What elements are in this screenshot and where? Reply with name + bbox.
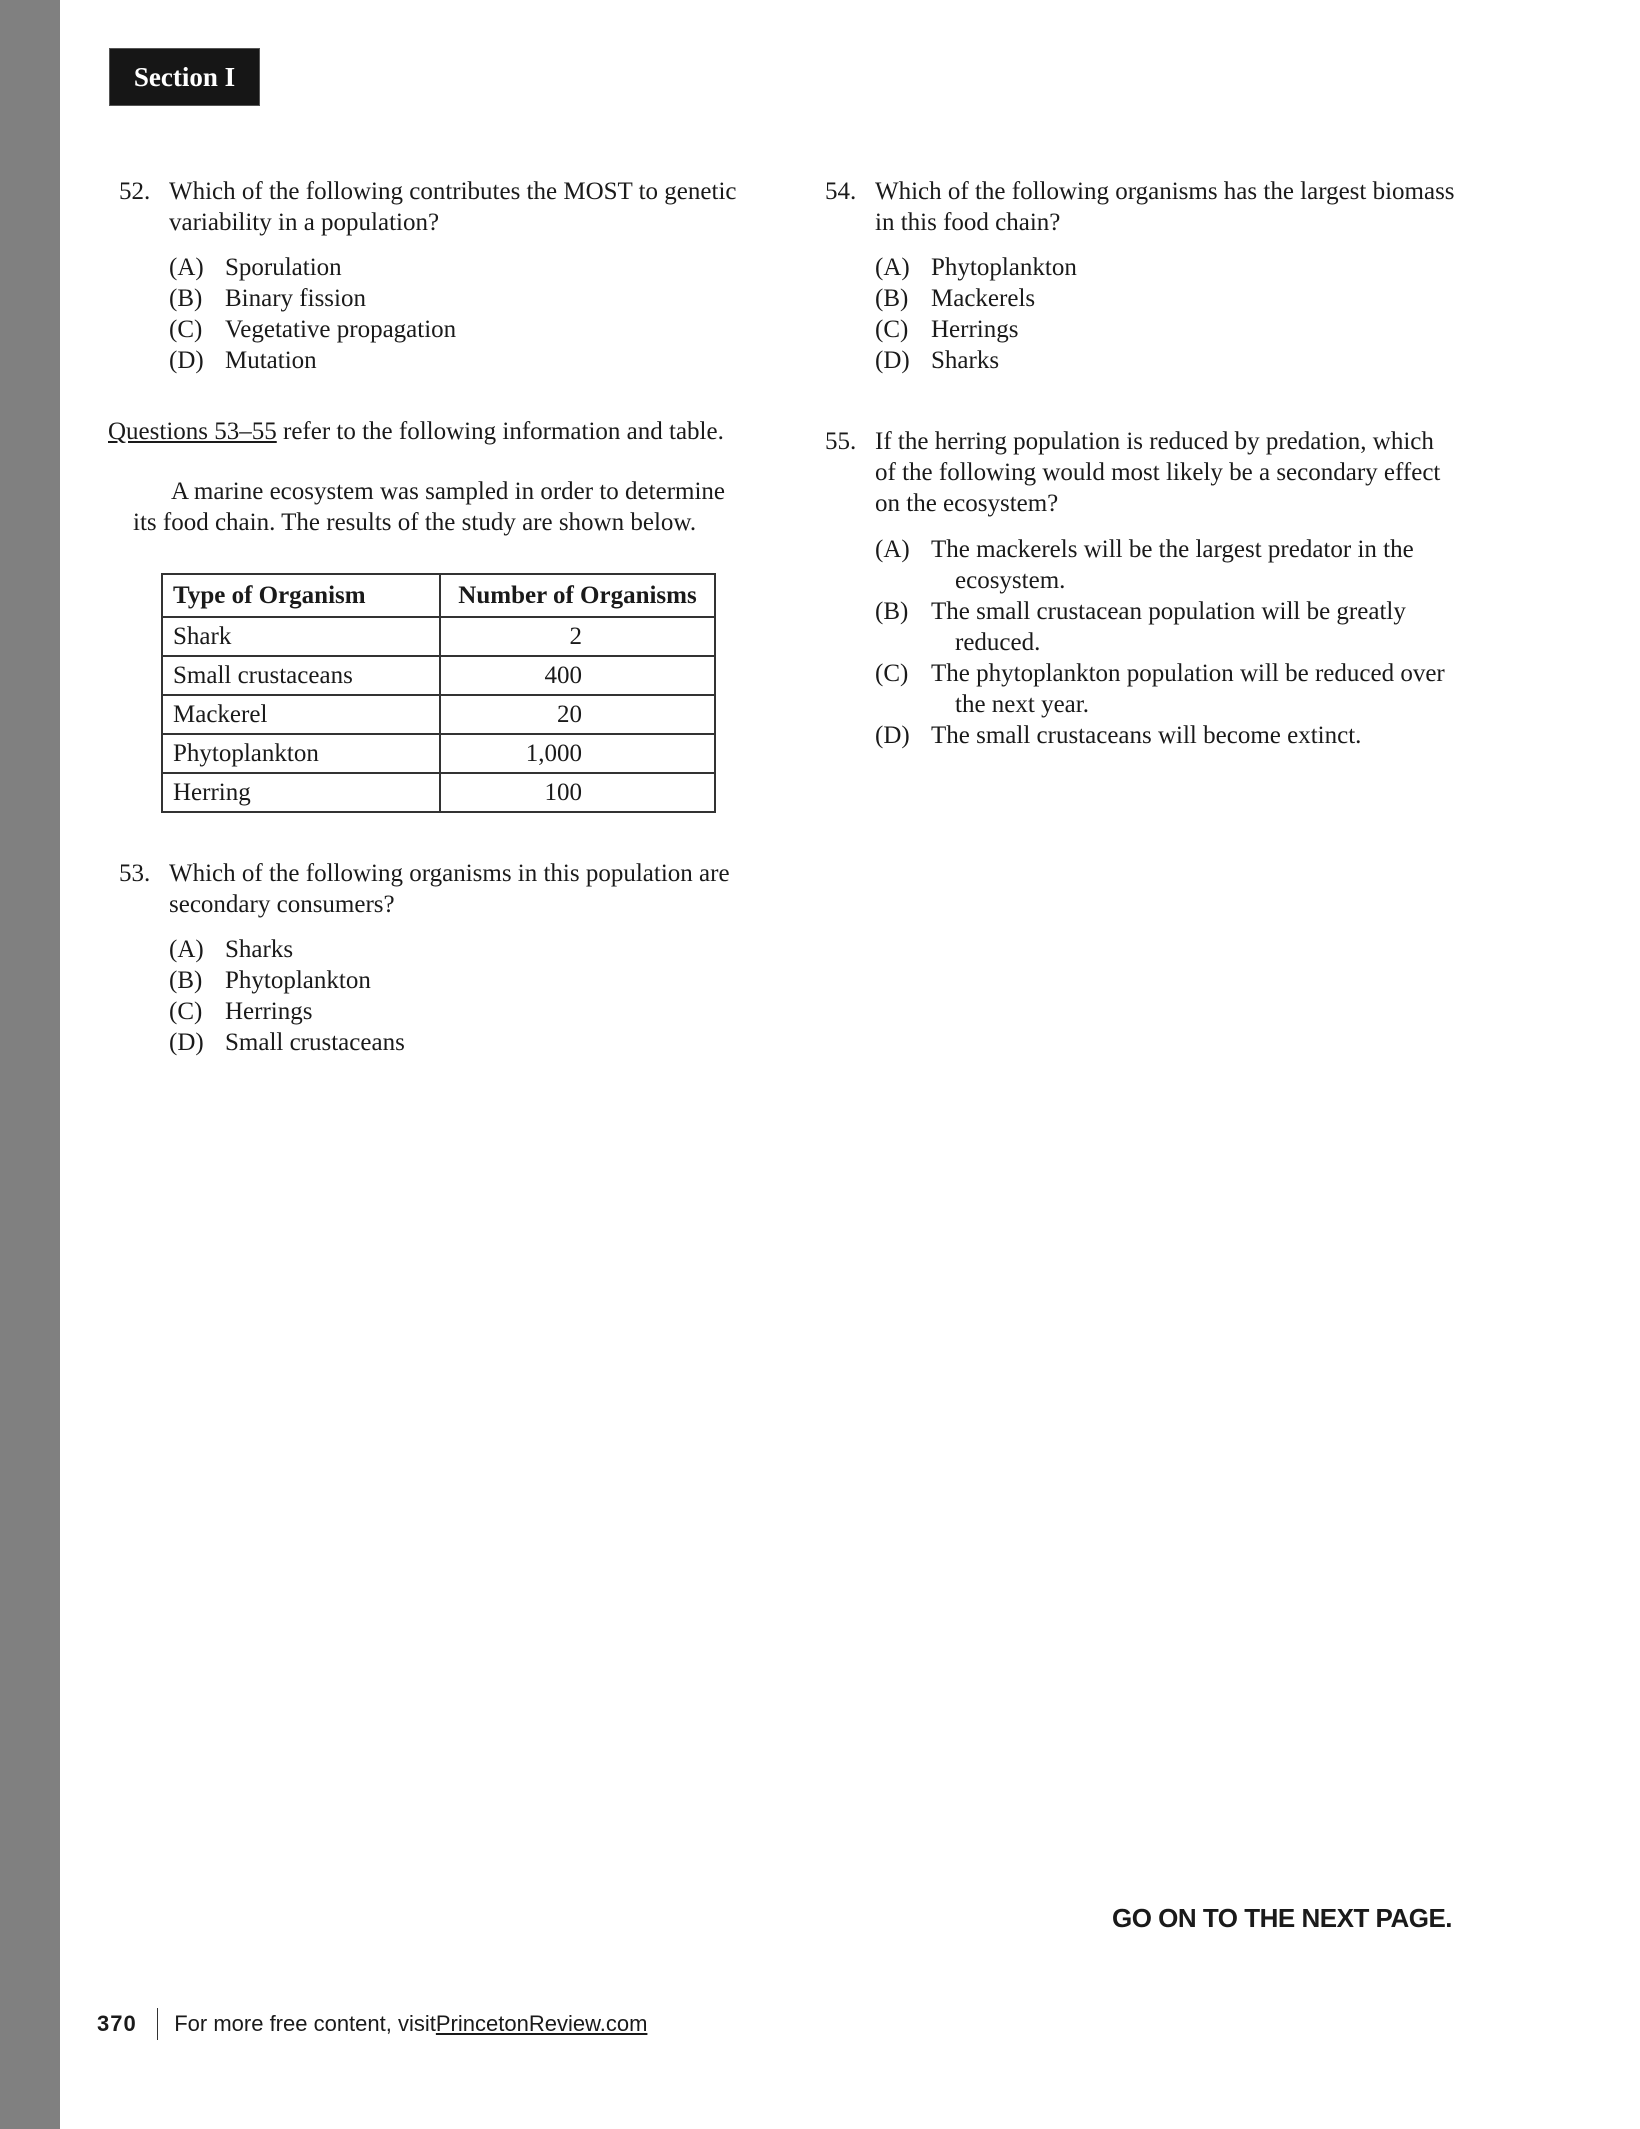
- option-label: (B): [875, 598, 909, 625]
- passage-line: A marine ecosystem was sampled in order to determine: [171, 478, 726, 505]
- option-text: The phytoplankton population will be reduced over: [931, 660, 1445, 687]
- question-range: Questions 53–55: [108, 418, 277, 445]
- count-cell: 2: [440, 617, 715, 656]
- table-row: [162, 773, 715, 812]
- table-row: [162, 734, 715, 773]
- organism-cell: Shark: [162, 617, 440, 656]
- question-stem-line: Which of the following organisms in this population are: [169, 860, 730, 887]
- princeton-review-link[interactable]: PrincetonReview.com: [435, 2011, 648, 2036]
- option-label: (C): [875, 660, 909, 687]
- option-label: (B): [169, 285, 203, 312]
- option-label: (D): [875, 347, 910, 374]
- organism-cell: Herring: [162, 773, 440, 812]
- option-text: Herrings: [225, 998, 313, 1025]
- question-stem-line: of the following would most likely be a secondary effect: [875, 459, 1441, 486]
- option-text: Sporulation: [225, 254, 342, 281]
- option-text: Mackerels: [931, 285, 1036, 312]
- option-label: (C): [169, 316, 203, 343]
- page-footer: [97, 2008, 647, 2040]
- option-text-continued: ecosystem.: [955, 567, 1066, 594]
- organism-table: [161, 573, 716, 813]
- option-label: (A): [169, 254, 204, 281]
- page-edge-bar: [0, 0, 60, 2129]
- count-cell: 100: [440, 773, 715, 812]
- organism-cell: Mackerel: [162, 695, 440, 734]
- option-label: (D): [169, 347, 204, 374]
- table-header-row: [162, 574, 715, 617]
- question-number: 52.: [119, 178, 151, 205]
- question-stem-line: variability in a population?: [169, 209, 440, 236]
- table-row: [162, 695, 715, 734]
- option-text: Herrings: [931, 316, 1019, 343]
- option-text: Vegetative propagation: [225, 316, 457, 343]
- footer-text: For more free content, visit: [174, 2011, 436, 2036]
- question-stem-line: If the herring population is reduced by predation, which: [875, 428, 1434, 455]
- option-label: (A): [875, 536, 910, 563]
- count-cell: 400: [440, 656, 715, 695]
- intro-text: refer to the following information and table.: [276, 418, 724, 445]
- option-text: Phytoplankton: [931, 254, 1077, 281]
- option-label: (D): [875, 722, 910, 749]
- question-number: 53.: [119, 860, 151, 887]
- section-label: Section I: [109, 48, 260, 106]
- option-text: Sharks: [225, 936, 294, 963]
- option-text: Phytoplankton: [225, 967, 371, 994]
- option-label: (C): [875, 316, 909, 343]
- option-text-continued: the next year.: [955, 691, 1089, 718]
- question-set-intro: [108, 416, 724, 447]
- option-label: (A): [169, 936, 204, 963]
- column-header: Number of Organisms: [440, 574, 715, 617]
- option-text-continued: reduced.: [955, 629, 1041, 656]
- organism-cell: Small crustaceans: [162, 656, 440, 695]
- option-label: (A): [875, 254, 910, 281]
- question-stem-line: Which of the following organisms has the largest biomass: [875, 178, 1455, 205]
- question-number: 54.: [825, 178, 857, 205]
- option-text: Binary fission: [225, 285, 366, 312]
- page-number: 370: [97, 2011, 137, 2036]
- option-label: (D): [169, 1029, 204, 1056]
- count-cell: 20: [440, 695, 715, 734]
- table-row: [162, 656, 715, 695]
- column-header: Type of Organism: [162, 574, 440, 617]
- count-cell: 1,000: [440, 734, 715, 773]
- option-text: The small crustacean population will be greatly: [931, 598, 1406, 625]
- go-on-notice: GO ON TO THE NEXT PAGE.: [1112, 1903, 1453, 1933]
- question-stem-line: in this food chain?: [875, 209, 1061, 236]
- option-text: Small crustaceans: [225, 1029, 405, 1056]
- passage-line: its food chain. The results of the study are shown below.: [133, 509, 697, 536]
- question-number: 55.: [825, 428, 857, 455]
- question-stem-line: secondary consumers?: [169, 891, 395, 918]
- option-text: Sharks: [931, 347, 1000, 374]
- question-stem-line: Which of the following contributes the MOST to genetic: [169, 178, 737, 205]
- table-row: [162, 617, 715, 656]
- option-text: The mackerels will be the largest predator in the: [931, 536, 1414, 563]
- option-text: The small crustaceans will become extinct.: [931, 722, 1362, 749]
- footer-divider: [157, 2008, 159, 2040]
- option-label: (B): [875, 285, 909, 312]
- question-stem-line: on the ecosystem?: [875, 490, 1059, 517]
- option-label: (C): [169, 998, 203, 1025]
- option-text: Mutation: [225, 347, 317, 374]
- organism-cell: Phytoplankton: [162, 734, 440, 773]
- option-label: (B): [169, 967, 203, 994]
